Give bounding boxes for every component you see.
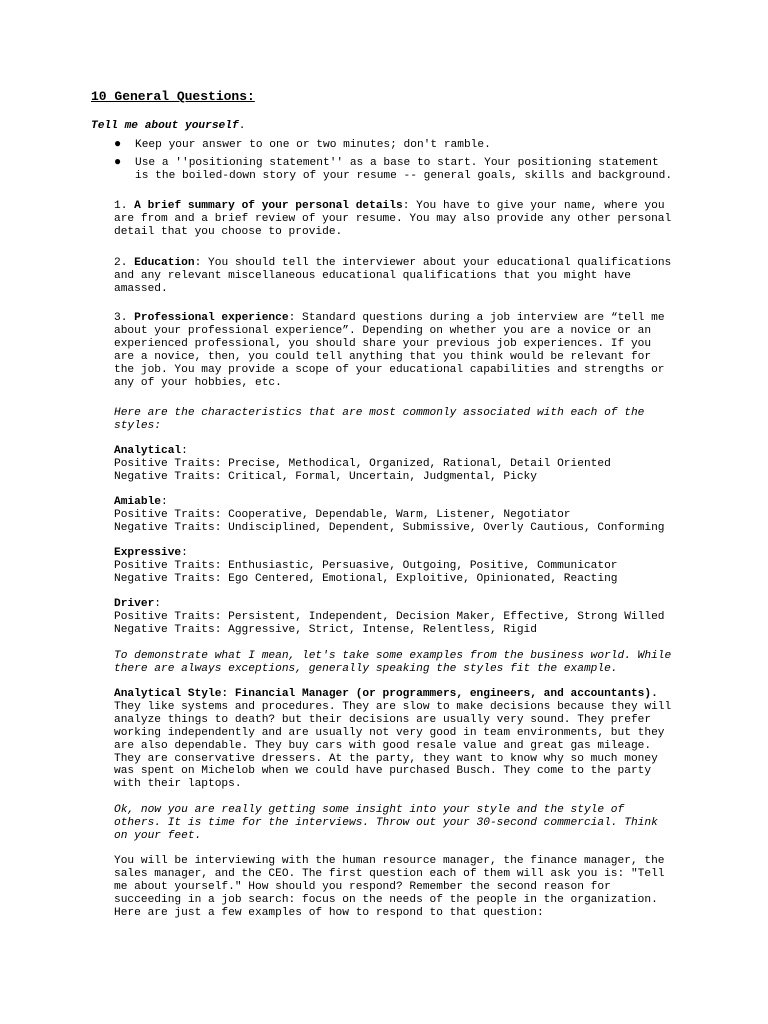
analytical-line: was spent on Michelob when we could have purchased Busch. They come to the party: [114, 765, 652, 778]
p3-line2: about your professional experience”. Depending on whether you are a novice or an: [114, 324, 652, 337]
style-negative: Negative Traits: Undisciplined, Dependent, Submissive, Overly Cautious, Conforming: [114, 521, 665, 534]
p3-line1: : Standard questions during a job interview are “tell me: [288, 312, 665, 324]
closing-line: Here are just a few examples of how to respond to that question:: [114, 906, 544, 919]
p1-line1: : You have to give your name, where you: [402, 200, 665, 212]
style-positive: Positive Traits: Cooperative, Dependable, Warm, Listener, Negotiator: [114, 508, 571, 521]
closing-line: succeeding in a job search: focus on the needs of the people in the organization.: [114, 893, 658, 906]
style-negative: Negative Traits: Critical, Formal, Uncertain, Judgmental, Picky: [114, 470, 537, 483]
style-colon: :: [154, 598, 162, 610]
p1-number: 1.: [114, 200, 135, 212]
style-block-amiable: [114, 496, 694, 535]
closing-line: me about yourself." How should you respond? Remember the second reason for: [114, 880, 611, 893]
analytical-style-heading: Analytical Style: Financial Manager (or programmers, engineers, and accountants).: [114, 688, 658, 700]
lead-heading-rest: .: [238, 120, 246, 132]
paragraph-education: [114, 257, 694, 296]
style-name: Expressive: [114, 547, 182, 559]
p1-line3: detail that you choose to provide.: [114, 225, 343, 238]
demo-paragraph: [114, 650, 694, 676]
lead-heading: [91, 120, 245, 133]
analytical-line: with their laptops.: [114, 778, 242, 791]
style-block-driver: [114, 598, 694, 637]
insight-line3: on your feet.: [114, 829, 202, 842]
p2-line1: : You should tell the interviewer about your educational qualifications: [194, 257, 672, 269]
style-positive: Positive Traits: Precise, Methodical, Organized, Rational, Detail Oriented: [114, 457, 611, 470]
paragraph-personal-details: [114, 200, 694, 239]
closing-line: You will be interviewing with the human resource manager, the finance manager, the: [114, 855, 665, 867]
p3-line5: the job. You may provide a scope of your educational capabilities and strengths or: [114, 363, 665, 376]
style-colon: :: [181, 445, 188, 457]
style-name: Analytical: [114, 445, 182, 457]
bullet-text: is the boiled-down story of your resume -- general goals, skills and background.: [135, 170, 673, 182]
style-block-analytical: [114, 445, 694, 484]
style-colon: :: [181, 547, 188, 559]
styles-intro: [114, 407, 694, 433]
p2-heading: Education: [134, 257, 195, 269]
style-name: Amiable: [114, 496, 161, 508]
demo-line1: To demonstrate what I mean, let's take some examples from the business world. While: [114, 650, 672, 662]
bullet-dot-icon: ●: [114, 155, 122, 169]
style-negative: Negative Traits: Aggressive, Strict, Intense, Relentless, Rigid: [114, 623, 537, 636]
style-positive: Positive Traits: Enthusiastic, Persuasive, Outgoing, Positive, Communicator: [114, 559, 618, 572]
lead-heading-bold: Tell me about yourself: [91, 120, 239, 132]
p3-number: 3.: [114, 312, 135, 324]
bullet-dot-icon: ●: [114, 137, 122, 151]
analytical-line: They like systems and procedures. They are slow to make decisions because they will: [114, 700, 672, 713]
analytical-line: are also dependable. They buy cars with good resale value and great gas mileage.: [114, 739, 652, 752]
p2-number: 2.: [114, 257, 135, 269]
p1-heading: A brief summary of your personal details: [134, 200, 403, 212]
p3-line6: any of your hobbies, etc.: [114, 376, 282, 389]
p2-line3: amassed.: [114, 282, 168, 295]
analytical-line: analyze things to death? but their decisions are usually very sound. They prefer: [114, 713, 652, 726]
insight-line1: Ok, now you are really getting some insight into your style and the style of: [114, 804, 625, 816]
closing-paragraph: [114, 855, 694, 920]
document-title: 10 General Questions:: [91, 89, 255, 104]
style-block-expressive: [114, 547, 694, 586]
intro-line1: Here are the characteristics that are most commonly associated with each of the: [114, 407, 645, 419]
analytical-line: working independently and are usually not very good in team environments, but they: [114, 726, 665, 739]
p3-line3: experienced professional, you should share your previous job experiences. If you: [114, 337, 652, 350]
p1-line2: are from and a brief review of your resume. You may also provide any other personal: [114, 212, 672, 225]
demo-line2: there are always exceptions, generally speaking the styles fit the example.: [114, 662, 618, 675]
p2-line2: and any relevant miscellaneous educational qualifications that you might have: [114, 269, 631, 282]
style-name: Driver: [114, 598, 155, 610]
paragraph-professional-experience: [114, 312, 694, 389]
p3-line4: are a novice, then, you could tell anything that you think would be relevant for: [114, 350, 652, 363]
analytical-line: They are conservative dressers. At the party, they want to know why so much money: [114, 752, 658, 765]
p3-heading: Professional experience: [134, 312, 289, 324]
intro-line2: styles:: [114, 419, 161, 432]
style-negative: Negative Traits: Ego Centered, Emotional, Exploitive, Opinionated, Reacting: [114, 572, 618, 585]
closing-line: sales manager, and the CEO. The first question each of them will ask you is: "Tell: [114, 867, 665, 880]
style-colon: :: [161, 496, 168, 508]
insight-paragraph: [114, 804, 694, 843]
analytical-style-paragraph: [114, 688, 694, 791]
bullet-text: Use a ''positioning statement'' as a base to start. Your positioning statement: [135, 157, 659, 169]
bullet-text: Keep your answer to one or two minutes; don't ramble.: [135, 139, 491, 151]
insight-line2: others. It is time for the interviews. Throw out your 30-second commercial. Think: [114, 816, 658, 829]
style-positive: Positive Traits: Persistent, Independent, Decision Maker, Effective, Strong Willed: [114, 610, 665, 623]
